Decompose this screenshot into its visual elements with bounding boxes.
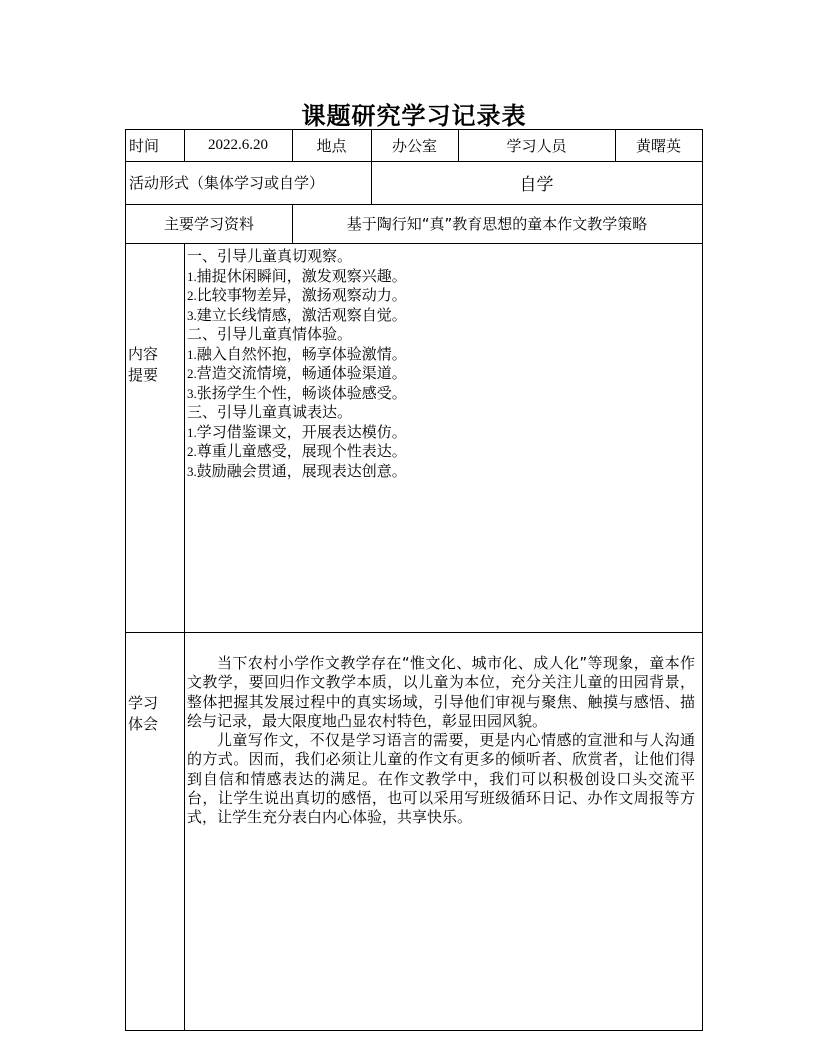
- activity-form-label: 活动形式（集体学习或自学）: [129, 174, 325, 192]
- summary-line: 一、引导儿童真切观察。: [187, 247, 353, 265]
- summary-line: 二、引导儿童真情体验。: [187, 325, 353, 343]
- summary-line: 3.张扬学生个性，畅谈体验感受。: [187, 383, 407, 402]
- row-divider: [126, 632, 702, 633]
- material-value: 基于陶行知“真”教育思想的童本作文教学策略: [346, 215, 648, 233]
- place-value: 办公室: [391, 137, 437, 155]
- time-value: 2022.6.20: [208, 137, 268, 153]
- activity-form-value: 自学: [519, 175, 554, 195]
- reflection-label: 学习 体会: [128, 694, 159, 733]
- summary-line: 3.鼓励融会贯通，展现表达创意。: [187, 461, 407, 480]
- summary-line: 2.尊重儿童感受，展现个性表达。: [187, 442, 407, 460]
- summary-line: 3.建立长线情感，激活观察自觉。: [187, 305, 407, 324]
- summary-label: 内容 提要: [128, 345, 159, 384]
- summary-line: 1.学习借鉴课文，开展表达模仿。: [187, 422, 407, 441]
- row-divider: [126, 243, 702, 244]
- reflection-paragraph: 当下农村小学作文教学存在“惟文化、城市化、成人化”等现象，童本作文教学，要回归作文教学本质，以儿童为本位，充分关注儿童的田园背景，整体把握其发展过程中的真实场域，引导他们审视与聚焦、触摸与感悟、描绘与记录，最大限度地凸显农村特色，彰显田园风貌。: [187, 654, 695, 730]
- summary-content: [187, 247, 696, 481]
- col-divider: [184, 243, 185, 1030]
- reflection-paragraph: 儿童写作文，不仅是学习语言的需要，更是内心情感的宣泄和与人沟通的方式。因而，我们必须让儿童的作文有更多的倾听者、欣赏者，让他们得到自信和情感表达的满足。在作文教学中，我们可以积极创设口头交流平台，让学生说出真切的感悟，也可以采用写班级循环日记、办作文周报等方式，让学生充分表白内心体验，共享快乐。: [187, 731, 695, 827]
- time-label: 时间: [129, 137, 160, 155]
- record-table: [125, 129, 703, 1031]
- summary-line: 2.营造交流情境，畅通体验渠道。: [187, 364, 407, 382]
- material-label: 主要学习资料: [163, 215, 254, 233]
- summary-line: 1.融入自然怀抱，畅享体验激情。: [187, 344, 407, 363]
- people-value: 黄曙英: [635, 137, 681, 155]
- summary-line: 2.比较事物差异，激扬观察动力。: [187, 286, 407, 304]
- summary-line: 三、引导儿童真诚表达。: [187, 403, 353, 421]
- reflection-content: [187, 654, 695, 828]
- page-title: 课题研究学习记录表: [301, 102, 527, 130]
- people-label: 学习人员: [506, 137, 567, 155]
- summary-line: 1.捕捉休闲瞬间，激发观察兴趣。: [187, 266, 407, 285]
- place-label: 地点: [316, 137, 347, 155]
